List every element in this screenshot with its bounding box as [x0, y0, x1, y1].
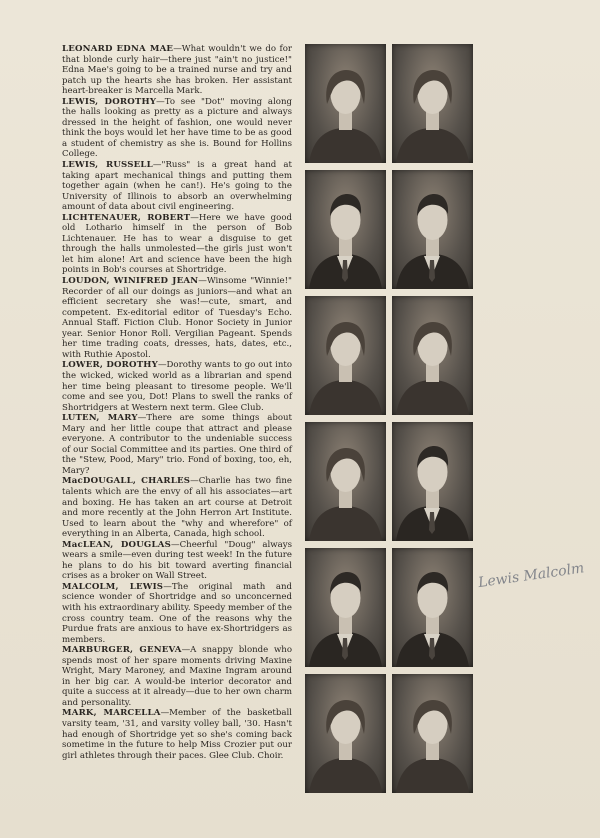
portrait-photo — [392, 44, 473, 163]
student-name: LEWIS, RUSSELL — [62, 160, 153, 171]
portrait-photo — [305, 674, 386, 793]
bio-entry: LICHTENAUER, ROBERT—Here we have good old Lothario himself in the person of Bob Lichtenauer. He has to wear a disguise to get through the halls unmolested—the girls just won't let him alone! Art and science have been the high points in Bob's courses at Shortridge. — [62, 212, 292, 276]
portrait-photo — [305, 422, 386, 541]
student-bio: Member of the basketball varsity team, '31, and varsity volley ball, '30. Hasn't had enough of Shortridge yet so she's coming back sometime in the future to help Miss Crozier put our girl athletes through their paces. Glee Club. Choir. — [62, 708, 292, 761]
student-name: MALCOLM, LEWIS — [62, 581, 164, 592]
student-name: MARK, MARCELLA — [62, 708, 161, 719]
portrait-photo — [392, 422, 473, 541]
bio-entry: LOWER, DOROTHY—Dorothy wants to go out into the wicked, wicked world as a librarian and spend her time being pleasant to tiresome people. We'll come and see you, Dot! Plans to swell the ranks of Shortridgers at Western next term. Glee Club. — [62, 360, 292, 413]
bio-entry: LOUDON, WINIFRED JEAN—Winsome "Winnie!" Recorder of all our doings as juniors—and what an efficient secretary she was!—cute, smart, and competent. Ex-editorial editor of Tuesday's Echo. Annual Staff. Fiction Club. Honor Society in Junior year. Senior Honor Roll. Vergilian Pageant. Spends her time trading coats, dresses, hats, dates, etc., with Ruthie Apostol. — [62, 276, 292, 360]
handwritten-annotation: Lewis Malcolm — [477, 560, 586, 592]
bio-entry: MALCOLM, LEWIS—The original math and science wonder of Shortridge and so unconcerned with his extraordinary ability. Speedy member of the cross country team. One of the reasons why the Purdue frats are anxious to have ex-Shortridgers as members. — [62, 581, 293, 645]
student-name: LEONARD EDNA MAE — [62, 44, 174, 54]
portrait-photo — [305, 170, 386, 289]
bio-entry: MacLEAN, DOUGLAS—Cheerful "Doug" always wears a smile—even during test week! In the future he plans to do his bit toward averting financial crises as a broker on Wall Street. — [62, 539, 292, 582]
portrait-photo — [392, 548, 473, 667]
bio-entry: LEWIS, DOROTHY—To see "Dot" moving along the halls looking as pretty as a picture and always dressed in the height of fashion, one would never think the boys would let her have time to be as good a student of chemistry as she is. Bound for Hollins College. — [62, 96, 292, 160]
student-bio: Here we have good old Lothario himself in the person of Bob Lichtenauer. He has to wear a disguise to get through the halls unmolested—the girls just won't let him alone! Art and science have been the high points in Bob's courses at Shortridge. — [62, 212, 292, 276]
portrait-row — [305, 44, 473, 163]
student-bio: The original math and science wonder of Shortridge and so unconcerned with his extraordinary ability. Speedy member of the cross country team. One of the reasons why the Purdue frats are anxious to have ex-Shortridgers as members. — [62, 581, 293, 645]
bio-entry: LUTEN, MARY—There are some things about Mary and her little coupe that attract and please everyone. A contributor to the undeniable success of our Social Committee and its parties. One third of the "Stew, Pood, Mary" trio. Fond of boxing, too, eh, Mary? — [62, 413, 292, 476]
student-bio: A snappy blonde who spends most of her spare moments driving Maxine Wright, Mary Maroney, and Maxine Ingram around in her big car. A would-be interior decorator and quite a success at it already—due to her own charm and personality. — [62, 645, 293, 708]
student-name: LOUDON, WINIFRED JEAN — [62, 276, 199, 287]
portrait-row — [305, 422, 473, 541]
biography-column — [62, 44, 292, 761]
portrait-row — [305, 674, 473, 793]
portrait-photo — [392, 674, 473, 793]
bio-entry: MARBURGER, GENEVA—A snappy blonde who spends most of her spare moments driving Maxine Wright, Mary Maroney, and Maxine Ingram around in her big car. A would-be interior decorator and quite a success at it already—due to her own charm and personality. — [62, 645, 293, 708]
student-name: MacLEAN, DOUGLAS — [62, 539, 171, 550]
student-bio: Charlie has two fine talents which are the envy of all his associates—art and boxing. He has taken an art course at Detroit and more recently at the John Herron Art Institute. Used to learn about the "why and wherefore" of everything in an Alberta, Canada, high school. — [62, 476, 292, 540]
student-name: MacDOUGALL, CHARLES — [62, 476, 191, 487]
student-bio: "Russ" is a great hand at taking apart mechanical things and putting them together again (when he can!). He's going to the University of Illinois to absorb an overwhelming amount of data about civil engineering. — [62, 160, 292, 213]
portrait-row — [305, 296, 473, 415]
portrait-column — [305, 44, 473, 802]
student-name: LEWIS, DOROTHY — [62, 96, 157, 107]
student-bio: To see "Dot" moving along the halls looking as pretty as a picture and always dressed in the height of fashion, one would never think the boys would let her have time to be as good a student of chemistry as she is. Bound for Hollins College. — [62, 96, 292, 160]
student-name: LUTEN, MARY — [62, 413, 138, 424]
portrait-photo — [305, 548, 386, 667]
portrait-photo — [305, 296, 386, 415]
portrait-photo — [392, 170, 473, 289]
bio-entry: MacDOUGALL, CHARLES—Charlie has two fine talents which are the envy of all his associates—art and boxing. He has taken an art course at Detroit and more recently at the John Herron Art Institute. Used to learn about the "why and wherefore" of everything in an Alberta, Canada, high school. — [62, 476, 292, 540]
student-name: LICHTENAUER, ROBERT — [62, 212, 191, 223]
student-bio: Dorothy wants to go out into the wicked, wicked world as a librarian and spend her time being pleasant to tiresome people. We'll come and see you, Dot! Plans to swell the ranks of Shortridgers at Western next term. Glee Club. — [62, 360, 292, 413]
student-bio: Winsome "Winnie!" Recorder of all our doings as juniors—and what an efficient secretary she was!—cute, smart, and competent. Ex-editorial editor of Tuesday's Echo. Annual Staff. Fiction Club. Honor Society in Junior year. Senior Honor Roll. Vergilian Pageant. Spends her time trading coats, dresses, hats, dates, etc., with Ruthie Apostol. — [62, 276, 292, 360]
student-name: MARBURGER, GENEVA — [62, 645, 182, 656]
portrait-photo — [305, 44, 386, 163]
portrait-photo — [392, 296, 473, 415]
bio-entry: LEONARD EDNA MAE—What wouldn't we do for that blonde curly hair—there just "ain't no justice!" Edna Mae's going to be a trained nurse and try and patch up the hearts she has broken. Her assistant heart-breaker is Marcella Mark. — [62, 44, 292, 97]
portrait-row — [305, 548, 473, 667]
student-bio: Cheerful "Doug" always wears a smile—even during test week! In the future he plans to do his bit toward averting financial crises as a broker on Wall Street. — [62, 539, 292, 582]
portrait-row — [305, 170, 473, 289]
bio-entry: LEWIS, RUSSELL—"Russ" is a great hand at taking apart mechanical things and putting them together again (when he can!). He's going to the University of Illinois to absorb an overwhelming amount of data about civil engineering. — [62, 160, 292, 213]
student-name: LOWER, DOROTHY — [62, 360, 158, 371]
student-bio: What wouldn't we do for that blonde curly hair—there just "ain't no justice!" Edna Mae's going to be a trained nurse and try and patch up the hearts she has broken. Her assistant heart-breaker is Marcella Mark. — [62, 44, 292, 97]
bio-entry: MARK, MARCELLA—Member of the basketball varsity team, '31, and varsity volley ball, '30. Hasn't had enough of Shortridge yet so she's coming back sometime in the future to help Miss Crozier put our girl athletes through their paces. Glee Club. Choir. — [62, 708, 292, 761]
student-bio: There are some things about Mary and her little coupe that attract and please everyone. A contributor to the undeniable success of our Social Committee and its parties. One third of the "Stew, Pood, Mary" trio. Fond of boxing, too, eh, Mary? — [62, 413, 292, 476]
